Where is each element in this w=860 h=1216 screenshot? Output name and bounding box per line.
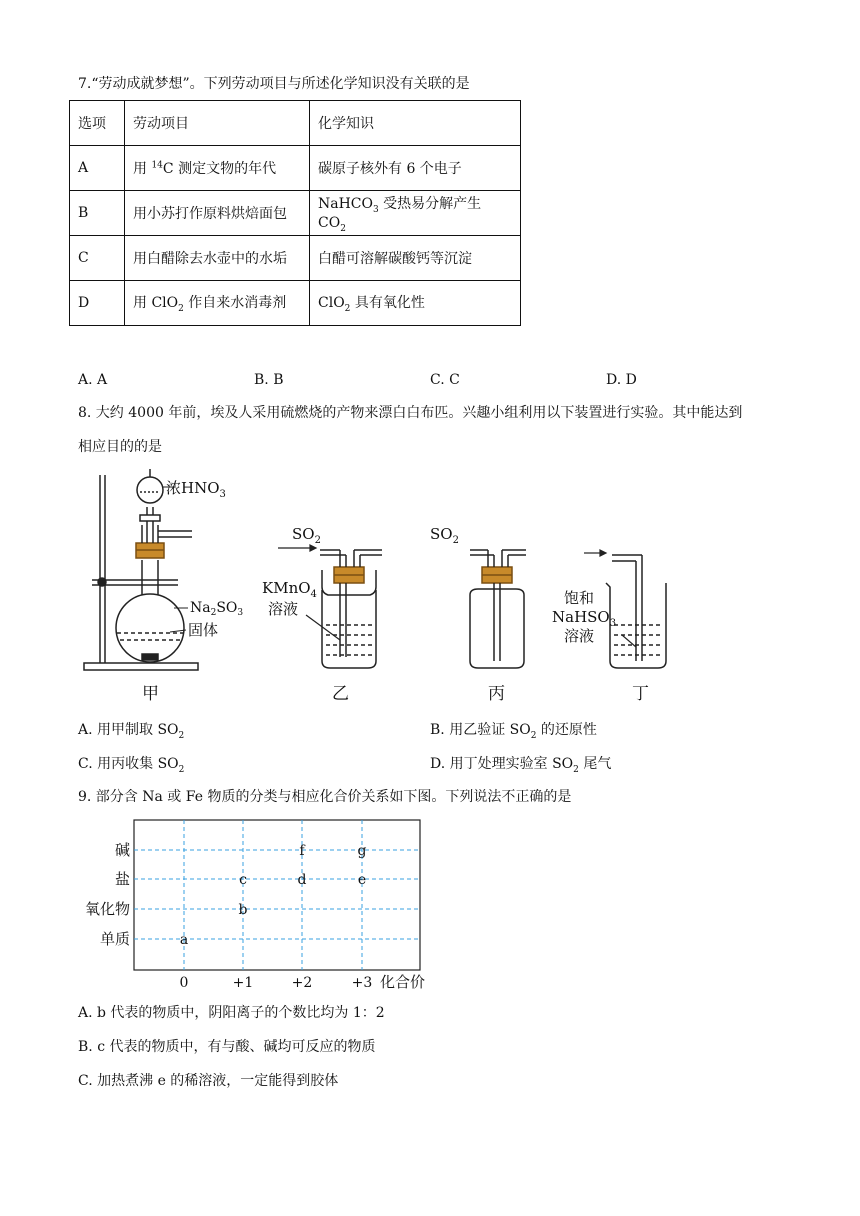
- row-knowledge: ClO$_2$ 具有氧化性: [310, 281, 521, 326]
- table-header-row: [70, 101, 521, 146]
- header-knowledge: 化学知识: [310, 101, 521, 146]
- y-axis-label: 盐: [114, 870, 130, 888]
- apparatus-ding: [606, 555, 666, 668]
- q9-option-a[interactable]: A. b 代表的物质中，阴阳离子的个数比均为 1：2: [78, 1005, 385, 1021]
- label-solution-yi: 溶液: [268, 600, 299, 618]
- q7-choice-b[interactable]: B. B: [254, 372, 284, 388]
- apparatus-bing: [470, 550, 526, 668]
- row-option: C: [70, 236, 125, 281]
- x-axis-tick-label: +3: [351, 975, 373, 991]
- label-saturated: 饱和: [564, 589, 595, 607]
- label-so2-yi: $SO_2$: [292, 525, 321, 546]
- table-row: [70, 236, 521, 281]
- valence-chart: [74, 815, 454, 995]
- q9-stem: 9. 部分含 Na 或 Fe 物质的分类与相应化合价关系如下图。下列说法不正确的是: [78, 789, 572, 805]
- label-yi: 乙: [332, 684, 349, 704]
- header-activity: 劳动项目: [125, 101, 310, 146]
- point-label-g: g: [357, 843, 367, 859]
- apparatus-jia: [84, 469, 198, 670]
- row-activity: 用白醋除去水壶中的水垢: [125, 236, 310, 281]
- chart-points: [180, 843, 367, 948]
- q7-choice-d[interactable]: D. D: [606, 372, 637, 388]
- y-axis-label: 碱: [114, 841, 130, 859]
- label-solution-ding: 溶液: [564, 627, 595, 645]
- q7-stem: 7.“劳动成就梦想”。下列劳动项目与所述化学知识没有关联的是: [78, 76, 470, 92]
- row-knowledge: NaHCO$_3$ 受热易分解产生 $CO_2$: [310, 191, 521, 236]
- q8-stem-line2: 相应目的的是: [78, 439, 162, 455]
- label-nahso3: NaHSO$_3$: [552, 608, 617, 629]
- q8-option-c[interactable]: C. 用丙收集 $SO_2$: [78, 756, 185, 775]
- chart-frame: [134, 820, 420, 970]
- label-solid: 固体: [188, 621, 219, 639]
- label-hno3: 浓$HNO_3$: [166, 479, 226, 500]
- point-label-a: a: [179, 932, 189, 948]
- q8-option-d[interactable]: D. 用丁处理实验室 $SO_2$ 尾气: [430, 756, 612, 775]
- point-label-b: b: [238, 902, 248, 918]
- label-kmno4: KMnO$_4$: [262, 579, 317, 600]
- row-activity: 用 $^{14}$C 测定文物的年代: [125, 146, 310, 191]
- q9-option-c[interactable]: C. 加热煮沸 e 的稀溶液，一定能得到胶体: [78, 1073, 339, 1089]
- q8-option-b[interactable]: B. 用乙验证 $SO_2$ 的还原性: [430, 722, 597, 741]
- label-bing: 丙: [488, 684, 505, 704]
- label-jia: 甲: [142, 684, 159, 704]
- q7-table: [69, 100, 521, 326]
- y-axis-label: 单质: [99, 930, 130, 948]
- point-label-e: e: [357, 872, 367, 888]
- point-label-c: c: [239, 872, 247, 888]
- row-knowledge: 碳原子核外有 6 个电子: [310, 146, 521, 191]
- table-row: [70, 191, 521, 236]
- apparatus-figure: [70, 465, 690, 705]
- row-option: A: [70, 146, 125, 191]
- q9-option-b[interactable]: B. c 代表的物质中，有与酸、碱均可反应的物质: [78, 1039, 376, 1055]
- table-row: [70, 146, 521, 191]
- point-label-d: d: [297, 872, 307, 888]
- y-axis-label: 氧化物: [84, 900, 130, 918]
- q8-option-a[interactable]: A. 用甲制取 $SO_2$: [78, 722, 185, 741]
- table-row: [70, 281, 521, 326]
- row-activity: 用小苏打作原料烘焙面包: [125, 191, 310, 236]
- x-axis-title: 化合价: [380, 973, 426, 991]
- apparatus-yi: [320, 550, 382, 668]
- row-option: D: [70, 281, 125, 326]
- header-option: 选项: [70, 101, 125, 146]
- q7-choice-a[interactable]: A. A: [78, 372, 108, 388]
- label-na2so3: $Na_2SO_3$: [190, 600, 244, 618]
- chart-grid: [134, 820, 420, 970]
- x-axis-tick-label: 0: [179, 975, 189, 991]
- x-axis-tick-label: +1: [232, 975, 254, 991]
- row-activity: 用 ClO$_2$ 作自来水消毒剂: [125, 281, 310, 326]
- x-axis-tick-label: +2: [291, 975, 313, 991]
- row-knowledge: 白醋可溶解碳酸钙等沉淀: [310, 236, 521, 281]
- x-axis-labels: [180, 975, 373, 991]
- label-so2-bing: $SO_2$: [430, 525, 459, 546]
- q7-choice-c[interactable]: C. C: [430, 372, 460, 388]
- point-label-f: f: [299, 843, 305, 859]
- label-ding: 丁: [632, 684, 649, 704]
- q8-stem-line1: 8. 大约 4000 年前，埃及人采用硫燃烧的产物来漂白白布匹。兴趣小组利用以下装置进行实验。其中能达到: [78, 405, 743, 421]
- y-axis-labels: [85, 841, 130, 948]
- row-option: B: [70, 191, 125, 236]
